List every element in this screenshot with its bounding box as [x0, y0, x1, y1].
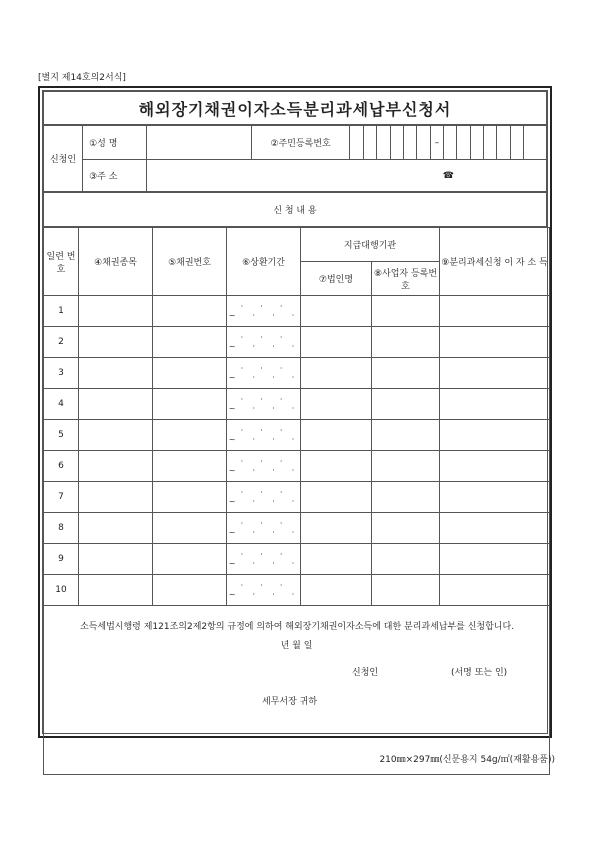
signer-label: 신청인: [352, 668, 379, 678]
title-table: [43, 91, 547, 125]
col-bond-number: ⑤채권번호: [153, 228, 227, 296]
col-redemption-period: ⑥상환기간: [227, 228, 301, 296]
name-label: ①성 명: [83, 126, 147, 160]
biz-number-cell[interactable]: [372, 513, 440, 544]
ssn-digit[interactable]: [403, 126, 416, 160]
bond-type-cell[interactable]: [79, 482, 153, 513]
signature-note: (서명 또는 인): [450, 668, 508, 678]
row-number: 9: [44, 544, 79, 575]
table-row: [44, 327, 550, 358]
ssn-digit[interactable]: [484, 126, 497, 160]
table-row: [44, 513, 550, 544]
col-corp-name: ⑦법인명: [301, 262, 372, 296]
statement-text: 소득세법시행령 제121조의2제2항의 규정에 의하여 해외장기채권이자소득에 대한 분리과세납부를 신청합니다.: [80, 622, 515, 632]
addressee: 세무서장 귀하: [262, 697, 318, 707]
statement-cell: [44, 606, 550, 775]
bond-number-cell[interactable]: [153, 296, 227, 327]
bond-number-cell[interactable]: [153, 389, 227, 420]
rows-body: [44, 296, 550, 606]
ssn-digit[interactable]: [497, 126, 510, 160]
table-row: [44, 296, 550, 327]
corp-name-cell[interactable]: [301, 451, 372, 482]
table-row: [44, 482, 550, 513]
corp-name-cell[interactable]: [301, 358, 372, 389]
bond-type-cell[interactable]: [79, 420, 153, 451]
biz-number-cell[interactable]: [372, 358, 440, 389]
ssn-digit[interactable]: [350, 126, 363, 160]
bond-number-cell[interactable]: [153, 482, 227, 513]
bond-type-cell[interactable]: [79, 575, 153, 606]
ssn-digit[interactable]: [510, 126, 523, 160]
row-number: 1: [44, 296, 79, 327]
corp-name-cell[interactable]: [301, 575, 372, 606]
bond-type-cell[interactable]: [79, 296, 153, 327]
biz-number-cell[interactable]: [372, 389, 440, 420]
bond-number-cell[interactable]: [153, 575, 227, 606]
section-heading: 신 청 내 용: [44, 193, 547, 227]
corp-name-cell[interactable]: [301, 327, 372, 358]
bond-number-cell[interactable]: [153, 544, 227, 575]
col-bond-type: ④채권종목: [79, 228, 153, 296]
bond-type-cell[interactable]: [79, 389, 153, 420]
interest-cell[interactable]: [440, 327, 550, 358]
redemption-period-cell[interactable]: · · · ~ · · ·: [227, 513, 301, 544]
interest-cell[interactable]: [440, 544, 550, 575]
col-paying-agent: 지급대행기관: [301, 228, 440, 262]
row-number: 3: [44, 358, 79, 389]
ssn-digit[interactable]: [363, 126, 376, 160]
biz-number-cell[interactable]: [372, 575, 440, 606]
form-title: 해외장기채권이자소득분리과세납부신청서: [44, 92, 547, 125]
biz-number-cell[interactable]: [372, 420, 440, 451]
redemption-period-cell[interactable]: · · · ~ · · ·: [227, 327, 301, 358]
bond-number-cell[interactable]: [153, 327, 227, 358]
bond-type-cell[interactable]: [79, 358, 153, 389]
interest-cell[interactable]: [440, 389, 550, 420]
table-row: [44, 575, 550, 606]
paper-note: 210㎜×297㎜(신문용지 54g/㎡(재활용품)): [379, 755, 555, 765]
redemption-period-cell[interactable]: · · · ~ · · ·: [227, 451, 301, 482]
redemption-period-cell[interactable]: · · · ~ · · ·: [227, 296, 301, 327]
corp-name-cell[interactable]: [301, 513, 372, 544]
section-heading-table: [43, 192, 547, 227]
interest-cell[interactable]: [440, 482, 550, 513]
row-number: 4: [44, 389, 79, 420]
biz-number-cell[interactable]: [372, 296, 440, 327]
ssn-label: ②주민등록번호: [251, 126, 350, 160]
ssn-digit[interactable]: [470, 126, 483, 160]
corp-name-cell[interactable]: [301, 482, 372, 513]
table-row: [44, 451, 550, 482]
interest-cell[interactable]: [440, 513, 550, 544]
biz-number-cell[interactable]: [372, 451, 440, 482]
ssn-dash: –: [430, 126, 443, 160]
redemption-period-cell[interactable]: · · · ~ · · ·: [227, 389, 301, 420]
phone-icon: ☎: [442, 170, 454, 181]
row-number: 2: [44, 327, 79, 358]
bond-number-cell[interactable]: [153, 513, 227, 544]
row-number: 6: [44, 451, 79, 482]
applicant-table: [43, 125, 547, 192]
interest-cell[interactable]: [440, 420, 550, 451]
date-line: 년 월 일: [280, 641, 313, 651]
redemption-period-cell[interactable]: · · · ~ · · ·: [227, 575, 301, 606]
bond-type-cell[interactable]: [79, 451, 153, 482]
form-label: [별지 제14호의2서식]: [38, 73, 126, 83]
table-row: [44, 389, 550, 420]
corp-name-cell[interactable]: [301, 389, 372, 420]
corp-name-cell[interactable]: [301, 296, 372, 327]
ssn-digit[interactable]: [417, 126, 430, 160]
address-field[interactable]: [146, 160, 546, 192]
table-row: [44, 544, 550, 575]
interest-cell[interactable]: [440, 451, 550, 482]
redemption-period-cell[interactable]: · · · ~ · · ·: [227, 358, 301, 389]
col-separate-tax-interest: ⑨분리과세신청 이 자 소 득: [440, 228, 550, 296]
redemption-period-cell[interactable]: · · · ~ · · ·: [227, 482, 301, 513]
detail-table: [43, 227, 550, 775]
row-number: 5: [44, 420, 79, 451]
bond-number-cell[interactable]: [153, 451, 227, 482]
row-number: 8: [44, 513, 79, 544]
interest-cell[interactable]: [440, 358, 550, 389]
ssn-digit[interactable]: [444, 126, 457, 160]
form-inner: [42, 90, 548, 734]
redemption-period-cell[interactable]: · · · ~ · · ·: [227, 420, 301, 451]
interest-cell[interactable]: [440, 575, 550, 606]
form-box: [38, 86, 552, 738]
bond-number-cell[interactable]: [153, 420, 227, 451]
ssn-digit[interactable]: [457, 126, 470, 160]
bond-number-cell[interactable]: [153, 358, 227, 389]
corp-name-cell[interactable]: [301, 544, 372, 575]
redemption-period-cell[interactable]: · · · ~ · · ·: [227, 544, 301, 575]
biz-number-cell[interactable]: [372, 544, 440, 575]
bond-type-cell[interactable]: [79, 544, 153, 575]
bond-type-cell[interactable]: [79, 513, 153, 544]
col-serial: 일련 번호: [44, 228, 79, 296]
biz-number-cell[interactable]: [372, 482, 440, 513]
interest-cell[interactable]: [440, 296, 550, 327]
table-row: [44, 358, 550, 389]
row-number: 10: [44, 575, 79, 606]
address-label: ③주 소: [83, 160, 147, 192]
ssn-digit[interactable]: [390, 126, 403, 160]
applicant-group-label: 신청인: [44, 126, 83, 192]
corp-name-cell[interactable]: [301, 420, 372, 451]
row-number: 7: [44, 482, 79, 513]
name-field[interactable]: [146, 126, 251, 160]
col-biz-number: ⑧사업자 등록번호: [372, 262, 440, 296]
ssn-digit[interactable]: [377, 126, 390, 160]
ssn-digit[interactable]: [524, 126, 547, 160]
biz-number-cell[interactable]: [372, 327, 440, 358]
table-row: [44, 420, 550, 451]
bond-type-cell[interactable]: [79, 327, 153, 358]
